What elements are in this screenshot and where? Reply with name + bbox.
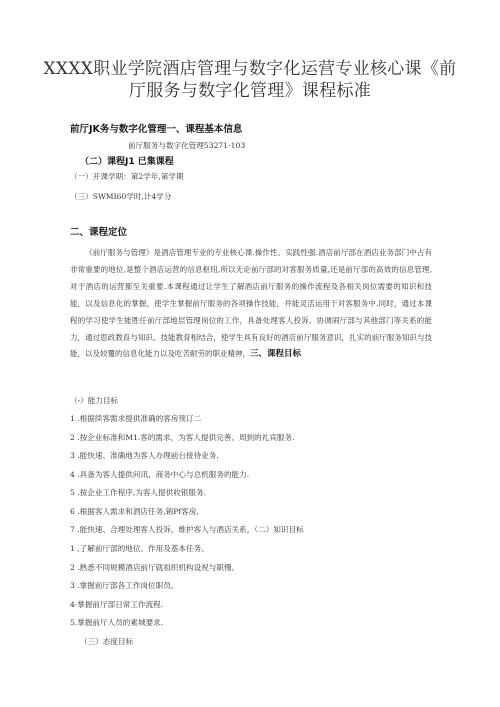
ability-item: 5 .按企业工作程序,为客人提供收银服务.: [70, 488, 206, 497]
course-code-line: 前厅服务与数字化管理53271-103: [128, 141, 246, 150]
document-title: [40, 58, 460, 102]
ability-item: 2 .按企业标准和M1.客的需求，为客人提供完善、周到的礼宾服务.: [70, 433, 295, 442]
positioning-paragraph: [70, 245, 432, 363]
title-line-2: 厅服务与数字化管理》课程标准: [128, 81, 372, 101]
title-line-1: XXXX职业学院酒店管理与数字化运营专业核心课《前: [43, 59, 457, 79]
positioning-text: 《前厅服务与管理》是酒店管理专业的专业核心课.操作性、实践性强.酒店前厅部在酒店业务部门中占有非常重要的地位,是整个酒店运营的信息枢纽,所以无论前厅部的对客服务质量,还是前厅部的高效的信息管理,对于酒店的运营都至关重要.本课程通过让学生了解酒店前厅服务的操作流程及各相关岗位需要的知识和技能，以及信息化的掌握，使学生掌握前厅服务的各项操作技能，并能灵活运用于对客服务中.同时，通过本课程的学习使学生能胜任前厅部地层管理岗位的工作，具备处理客人投诉、协调闹厅部与其他部门等关系的能力，通过思政教育与知识、技能教育相结合，使学生具有良好的酒店前厅服务意识，扎实的前厅服务知识与技能，以及较覆的信息化能力以及吃苦耐劳的职业精神，: [70, 248, 432, 359]
knowledge-item: 1 ,了解前厅部的地位、作用及基本任务。: [70, 544, 209, 553]
ability-heading: （-）能力目标: [70, 396, 119, 405]
knowledge-item: 2 .熟悉不同规模酒店前厅就祖织机构设祝与职慢。: [70, 563, 240, 572]
section-2-heading: 二、课程定位: [70, 227, 128, 238]
section-1-heading: 前厅JK务与数字化管理一、课程基本信息: [70, 124, 243, 135]
section-3-heading: 三、课程目标: [250, 349, 302, 360]
knowledge-item: 4·掌握前厅部日常工作流程.: [70, 600, 164, 609]
knowledge-item: 5.掌握前厅人员的素城要求.: [70, 618, 164, 627]
ability-item: 6 .根据客人需求和酒店任务,销Pf客房,: [70, 507, 199, 516]
course-type-line: （二）课程J1 已集课程: [80, 157, 174, 167]
knowledge-item: 3 .掌握前厅部各工作岗位职员。: [70, 581, 179, 590]
ability-item: 3 .能快速、准确地为客人办理前台接待业务.: [70, 451, 219, 460]
ability-item: 4 .具备为客人提供问讯、商务中心与总机服务的能力.: [70, 470, 250, 479]
hours-line: （三）SWMI60学时,计4学分: [70, 192, 172, 201]
ability-item: 1 .根据续客需求提供准确的客房预订二: [70, 414, 202, 423]
semester-line: （一）开课学期：第2学年,第学期: [70, 172, 184, 181]
attitude-heading: （三）态度目标: [80, 637, 134, 646]
ability-item: 7 .能快速、合理处理客人投诉，维护客人与酒店关系，（二）知识目标: [70, 525, 304, 534]
